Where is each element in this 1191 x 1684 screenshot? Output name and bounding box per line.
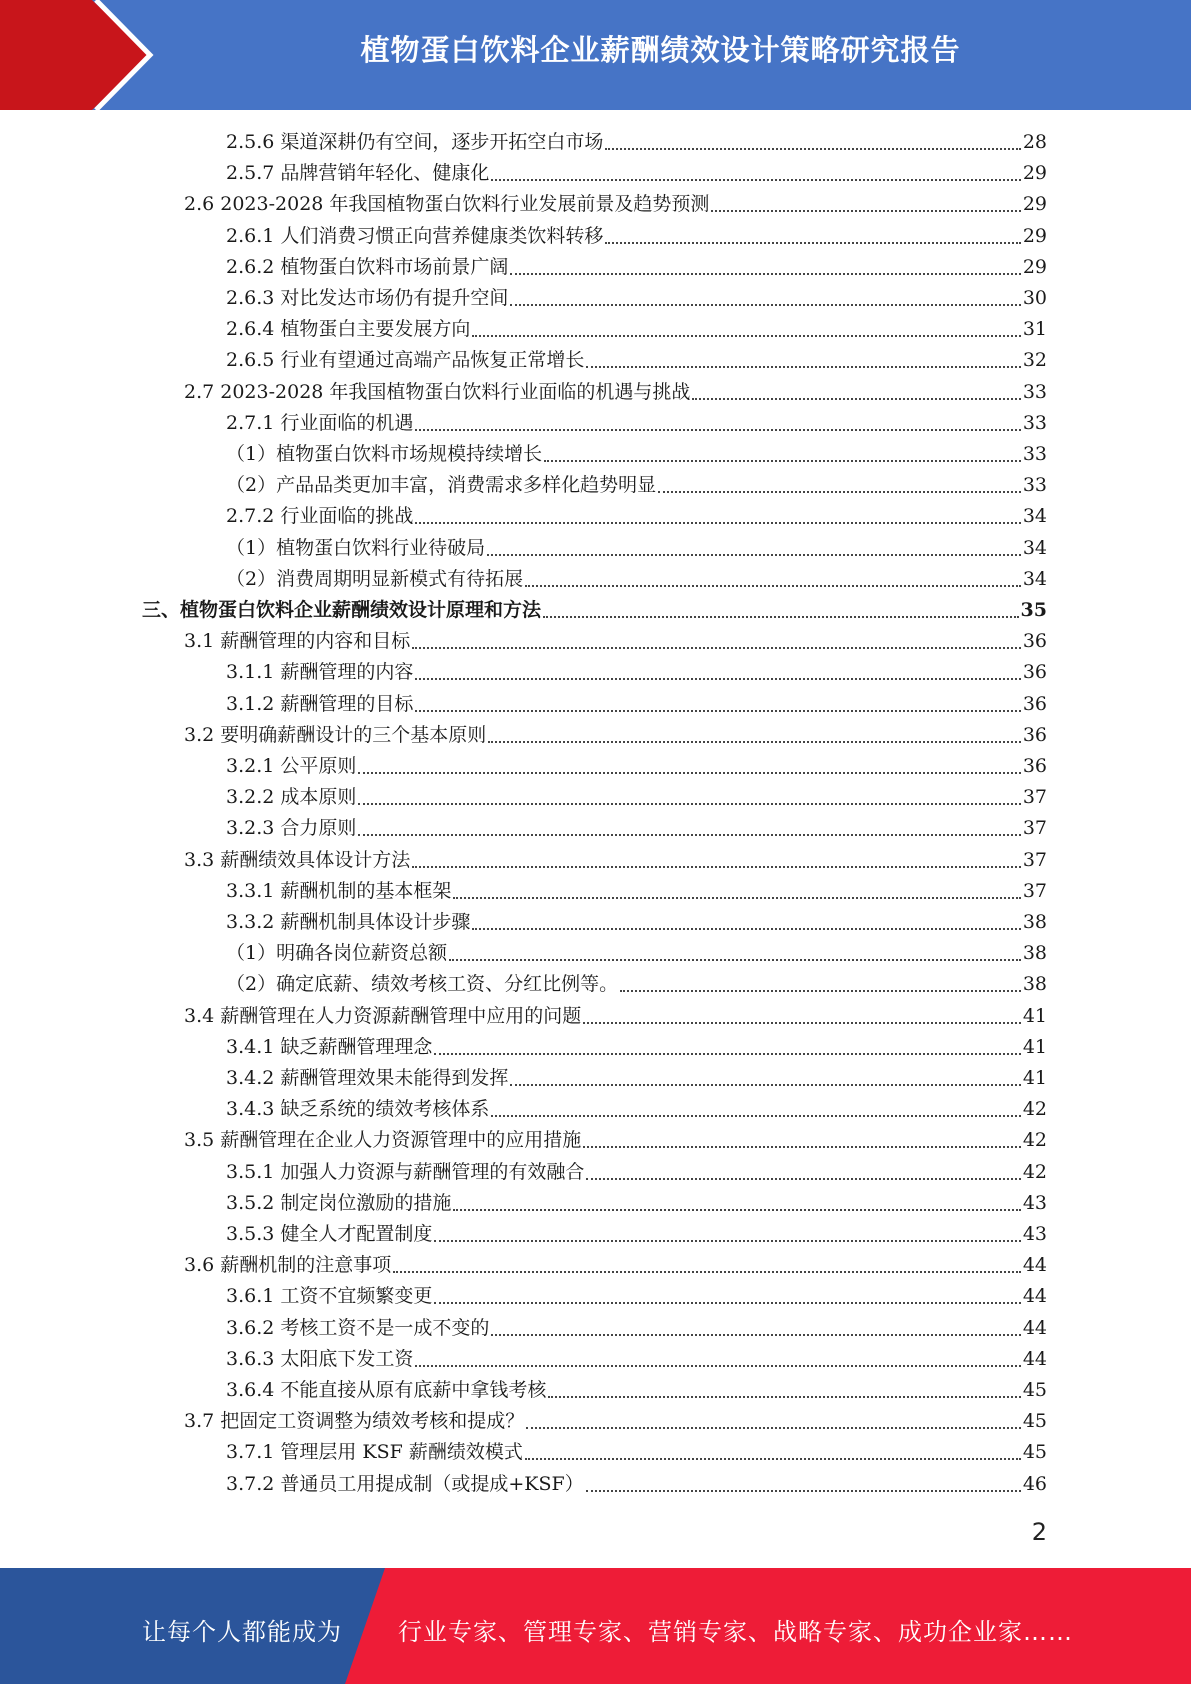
toc-dot-leader	[543, 616, 1019, 618]
toc-dot-leader	[586, 1178, 1020, 1180]
toc-dot-leader	[586, 366, 1020, 368]
toc-dot-leader	[415, 522, 1020, 524]
toc-dot-leader	[412, 866, 1021, 868]
toc-dot-leader	[525, 1458, 1021, 1460]
footer-slogan-left: 让每个人都能成为	[142, 1618, 342, 1646]
toc-entry-page: 33	[1022, 443, 1047, 465]
toc-entry-label: 3.6 薪酬机制的注意事项	[184, 1254, 392, 1276]
toc-dot-leader	[692, 398, 1020, 400]
toc-entry-page: 46	[1022, 1473, 1047, 1495]
toc-entry-page: 29	[1022, 162, 1047, 184]
toc-entry-label: 三、植物蛋白饮料企业薪酬绩效设计原理和方法	[142, 599, 542, 621]
toc-dot-leader	[510, 304, 1020, 306]
toc-entry-page: 38	[1022, 942, 1047, 964]
toc-entry-label: （2）消费周期明显新模式有待拓展	[226, 568, 524, 590]
toc-dot-leader	[358, 803, 1020, 805]
toc-entry-page: 38	[1022, 911, 1047, 933]
toc-entry[interactable]	[226, 782, 1047, 813]
toc-entry[interactable]	[226, 283, 1047, 314]
toc-dot-leader	[548, 1396, 1020, 1398]
toc-entry-page: 34	[1022, 537, 1047, 559]
toc-entry-page: 37	[1022, 817, 1047, 839]
toc-dot-leader	[491, 1115, 1020, 1117]
toc-entry[interactable]	[226, 1094, 1047, 1125]
toc-dot-leader	[472, 928, 1020, 930]
toc-entry[interactable]	[226, 1219, 1047, 1250]
toc-entry-page: 38	[1022, 973, 1047, 995]
toc-dot-leader	[544, 460, 1021, 462]
toc-dot-leader	[434, 1053, 1020, 1055]
toc-entry-label: 3.5.2 制定岗位激励的措施	[226, 1192, 452, 1214]
toc-dot-leader	[434, 1240, 1020, 1242]
toc-entry-page: 44	[1022, 1348, 1047, 1370]
toc-entry-page: 41	[1022, 1067, 1047, 1089]
toc-entry-label: 3.4.2 薪酬管理效果未能得到发挥	[226, 1067, 509, 1089]
toc-entry[interactable]	[226, 252, 1047, 283]
toc-entry-page: 33	[1022, 412, 1047, 434]
toc-entry-page: 34	[1022, 505, 1047, 527]
toc-entry-label: 3.2 要明确薪酬设计的三个基本原则	[184, 724, 487, 746]
toc-entry-page: 37	[1022, 849, 1047, 871]
toc-entry-label: 3.5.3 健全人才配置制度	[226, 1223, 433, 1245]
toc-entry-label: 3.3.1 薪酬机制的基本框架	[226, 880, 452, 902]
toc-entry-label: 2.6.1 人们消费习惯正向营养健康类饮料转移	[226, 225, 604, 247]
toc-entry[interactable]	[226, 876, 1047, 907]
toc-entry-page: 29	[1022, 225, 1047, 247]
toc-entry[interactable]	[226, 1313, 1047, 1344]
toc-entry-label: 3.3 薪酬绩效具体设计方法	[184, 849, 411, 871]
toc-entry-label: 3.7.1 管理层用 KSF 薪酬绩效模式	[226, 1441, 523, 1463]
toc-entry[interactable]	[184, 845, 1047, 876]
toc-entry-label: （1）植物蛋白饮料市场规模持续增长	[226, 443, 543, 465]
toc-dot-leader	[605, 242, 1020, 244]
toc-entry[interactable]	[184, 1406, 1047, 1437]
toc-entry-label: 3.7.2 普通员工用提成制（或提成+KSF）	[226, 1473, 584, 1495]
toc-entry-label: 3.1.1 薪酬管理的内容	[226, 661, 414, 683]
toc-dot-leader	[605, 148, 1020, 150]
toc-entry-page: 45	[1022, 1410, 1047, 1432]
toc-entry-page: 31	[1022, 318, 1047, 340]
footer-slogan-right: 行业专家、管理专家、营销专家、战略专家、成功企业家……	[398, 1618, 1073, 1646]
toc-entry-label: 3.2.3 合力原则	[226, 817, 357, 839]
toc-entry[interactable]	[184, 1125, 1047, 1156]
toc-entry-page: 45	[1022, 1441, 1047, 1463]
toc-dot-leader	[393, 1271, 1021, 1273]
toc-dot-leader	[620, 990, 1021, 992]
toc-entry-label: 3.2.1 公平原则	[226, 755, 357, 777]
toc-entry-label: 2.7 2023-2028 年我国植物蛋白饮料行业面临的机遇与挑战	[184, 381, 691, 403]
toc-entry[interactable]	[226, 907, 1047, 938]
toc-entry-label: 2.7.2 行业面临的挑战	[226, 505, 414, 527]
header-bar	[0, 0, 1191, 110]
toc-entry-page: 37	[1022, 880, 1047, 902]
toc-entry[interactable]	[226, 657, 1047, 688]
toc-dot-leader	[453, 1209, 1020, 1211]
toc-dot-leader	[358, 772, 1020, 774]
toc-entry-label: 2.6.4 植物蛋白主要发展方向	[226, 318, 471, 340]
toc-dot-leader	[491, 179, 1020, 181]
toc-dot-leader	[412, 647, 1021, 649]
toc-entry[interactable]	[226, 470, 1047, 501]
toc-dot-leader	[434, 1302, 1020, 1304]
toc-entry-page: 36	[1022, 724, 1047, 746]
toc-entry[interactable]	[226, 158, 1047, 189]
toc-entry-page: 42	[1022, 1098, 1047, 1120]
toc-entry-label: （1）明确各岗位薪资总额	[226, 942, 448, 964]
toc-entry[interactable]	[226, 127, 1047, 158]
toc-entry-label: 2.5.7 品牌营销年轻化、健康化	[226, 162, 490, 184]
toc-entry[interactable]	[226, 314, 1047, 345]
toc-dot-leader	[583, 1146, 1021, 1148]
toc-entry[interactable]	[184, 626, 1047, 657]
toc-dot-leader	[491, 1334, 1020, 1336]
toc-entry-label: 3.1 薪酬管理的内容和目标	[184, 630, 411, 652]
toc-entry-page: 30	[1022, 287, 1047, 309]
toc-dot-leader	[358, 834, 1020, 836]
toc-dot-leader	[449, 959, 1021, 961]
toc-dot-leader	[658, 491, 1021, 493]
toc-entry-page: 44	[1022, 1285, 1047, 1307]
toc-entry-page: 44	[1022, 1317, 1047, 1339]
toc-dot-leader	[525, 585, 1021, 587]
toc-entry[interactable]	[226, 1063, 1047, 1094]
toc-entry-label: 3.5 薪酬管理在企业人力资源管理中的应用措施	[184, 1129, 582, 1151]
toc-dot-leader	[510, 273, 1020, 275]
toc-entry-page: 34	[1022, 568, 1047, 590]
toc-entry-page: 42	[1022, 1161, 1047, 1183]
toc-entry-page: 36	[1022, 755, 1047, 777]
toc-dot-leader	[526, 1427, 1021, 1429]
toc-entry-page: 36	[1022, 693, 1047, 715]
toc-entry[interactable]	[184, 720, 1047, 751]
toc-entry-label: 3.4.1 缺乏薪酬管理理念	[226, 1036, 433, 1058]
toc-entry[interactable]	[226, 1437, 1047, 1468]
toc-dot-leader	[415, 1365, 1020, 1367]
toc-entry-page: 33	[1022, 474, 1047, 496]
toc-entry-label: （1）植物蛋白饮料行业待破局	[226, 537, 486, 559]
toc-entry[interactable]	[184, 1001, 1047, 1032]
toc-entry-label: 3.6.1 工资不宜频繁变更	[226, 1285, 433, 1307]
toc-entry-label: 2.6.5 行业有望通过高端产品恢复正常增长	[226, 349, 585, 371]
toc-entry-page: 43	[1022, 1223, 1047, 1245]
toc-entry-label: 2.5.6 渠道深耕仍有空间，逐步开拓空白市场	[226, 131, 604, 153]
page-number: 2	[1031, 1518, 1047, 1546]
toc-entry-page: 42	[1022, 1129, 1047, 1151]
toc-entry-page: 36	[1022, 630, 1047, 652]
toc-entry[interactable]	[184, 189, 1047, 220]
toc-dot-leader	[586, 1490, 1021, 1492]
toc-entry[interactable]	[184, 377, 1047, 408]
toc-entry-label: 2.6.3 对比发达市场仍有提升空间	[226, 287, 509, 309]
toc-entry[interactable]	[226, 938, 1047, 969]
toc-entry-label: （2）确定底薪、绩效考核工资、分红比例等。	[226, 973, 619, 995]
toc-entry[interactable]	[184, 1250, 1047, 1281]
toc-dot-leader	[415, 710, 1020, 712]
toc-entry-label: 3.6.2 考核工资不是一成不变的	[226, 1317, 490, 1339]
toc-entry-label: 3.5.1 加强人力资源与薪酬管理的有效融合	[226, 1161, 585, 1183]
toc-entry-page: 28	[1022, 131, 1047, 153]
toc-entry-label: 2.6 2023-2028 年我国植物蛋白饮料行业发展前景及趋势预测	[184, 193, 710, 215]
toc-entry[interactable]	[226, 969, 1047, 1000]
toc-entry[interactable]	[226, 408, 1047, 439]
document-title: 植物蛋白饮料企业薪酬绩效设计策略研究报告	[360, 33, 961, 67]
toc-dot-leader	[488, 741, 1021, 743]
toc-dot-leader	[711, 210, 1020, 212]
toc-entry-label: 3.7 把固定工资调整为绩效考核和提成？	[184, 1410, 525, 1432]
toc-entry[interactable]	[226, 345, 1047, 376]
toc-entry[interactable]	[226, 1188, 1047, 1219]
toc-entry-label: 3.6.4 不能直接从原有底薪中拿钱考核	[226, 1379, 547, 1401]
toc-entry-page: 29	[1022, 256, 1047, 278]
toc-entry[interactable]	[226, 689, 1047, 720]
toc-entry[interactable]	[226, 221, 1047, 252]
toc-entry[interactable]	[142, 595, 1047, 626]
toc-entry-page: 41	[1022, 1036, 1047, 1058]
toc-entry[interactable]	[226, 1469, 1047, 1500]
toc-entry-label: 3.3.2 薪酬机制具体设计步骤	[226, 911, 471, 933]
toc-entry-page: 33	[1022, 381, 1047, 403]
toc-entry-page: 35	[1020, 599, 1047, 621]
toc-entry-label: 3.2.2 成本原则	[226, 786, 357, 808]
toc-entry[interactable]	[226, 813, 1047, 844]
toc-entry-label: （2）产品品类更加丰富，消费需求多样化趋势明显	[226, 474, 657, 496]
toc-dot-leader	[415, 429, 1020, 431]
toc-entry-label: 3.1.2 薪酬管理的目标	[226, 693, 414, 715]
toc-entry[interactable]	[226, 1157, 1047, 1188]
toc-entry-page: 45	[1022, 1379, 1047, 1401]
toc-entry[interactable]	[226, 1375, 1047, 1406]
toc-entry-label: 2.6.2 植物蛋白饮料市场前景广阔	[226, 256, 509, 278]
toc-entry[interactable]	[226, 501, 1047, 532]
toc-entry[interactable]	[226, 1344, 1047, 1375]
toc-entry[interactable]	[226, 564, 1047, 595]
toc-entry-page: 41	[1022, 1005, 1047, 1027]
toc-entry[interactable]	[226, 751, 1047, 782]
toc-dot-leader	[472, 335, 1020, 337]
toc-entry-label: 3.6.3 太阳底下发工资	[226, 1348, 414, 1370]
toc-entry-page: 29	[1022, 193, 1047, 215]
toc-dot-leader	[453, 897, 1020, 899]
toc-entry-page: 36	[1022, 661, 1047, 683]
toc-entry[interactable]	[226, 439, 1047, 470]
toc-entry-page: 32	[1022, 349, 1047, 371]
toc-entry-label: 3.4 薪酬管理在人力资源薪酬管理中应用的问题	[184, 1005, 582, 1027]
toc-entry-label: 3.4.3 缺乏系统的绩效考核体系	[226, 1098, 490, 1120]
toc-dot-leader	[583, 1022, 1021, 1024]
toc-entry-page: 43	[1022, 1192, 1047, 1214]
toc-entry[interactable]	[226, 533, 1047, 564]
toc-dot-leader	[415, 678, 1020, 680]
toc-entry-label: 2.7.1 行业面临的机遇	[226, 412, 414, 434]
toc-entry[interactable]	[226, 1281, 1047, 1312]
toc-entry[interactable]	[226, 1032, 1047, 1063]
toc-entry-page: 37	[1022, 786, 1047, 808]
toc-dot-leader	[487, 554, 1021, 556]
toc-entry-page: 44	[1022, 1254, 1047, 1276]
toc-dot-leader	[510, 1084, 1020, 1086]
